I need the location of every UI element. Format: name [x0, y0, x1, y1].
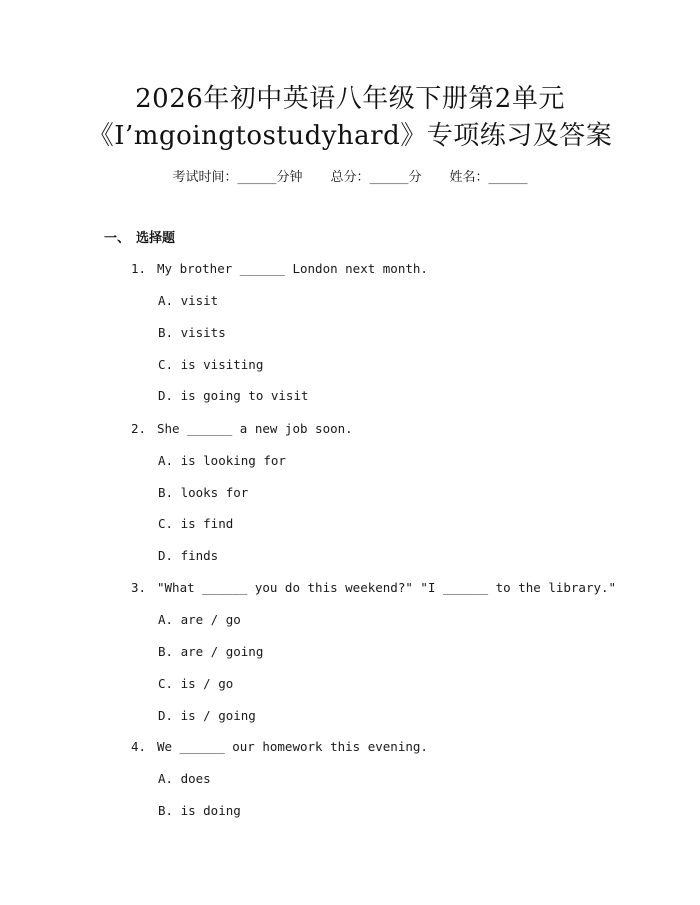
question-text: My brother ______ London next month.: [157, 261, 428, 276]
question-2: [131, 419, 353, 439]
student-name-field: 姓名：______: [449, 170, 528, 185]
option-3-d: D. is / going: [158, 708, 256, 723]
option-1-d: D. is going to visit: [158, 388, 309, 403]
question-text: She ______ a new job soon.: [157, 421, 353, 436]
option-4-a: A. does: [158, 771, 211, 786]
option-1-b: B. visits: [158, 325, 226, 340]
question-text: "What ______ you do this weekend?" "I ______ to the library.": [157, 580, 617, 595]
question-1: [131, 259, 428, 279]
total-score-field: 总分：______分: [330, 170, 422, 185]
exam-time-field: 考试时间：______分钟: [172, 170, 303, 185]
option-2-d: D. finds: [158, 548, 219, 563]
option-3-a: A. are / go: [158, 612, 241, 627]
section-heading: [104, 229, 175, 249]
option-1-c: C. is visiting: [158, 357, 264, 372]
section-title: 选择题: [136, 231, 176, 246]
document-title-line1: 2026年初中英语八年级下册第2单元: [135, 84, 565, 114]
question-3: [131, 578, 616, 598]
question-number: 1.: [131, 261, 147, 276]
question-number: 4.: [131, 739, 147, 754]
question-4: [131, 737, 428, 757]
option-2-c: C. is find: [158, 516, 234, 531]
document-title-line2: 《I’mgoingtostudyhard》专项练习及答案: [87, 121, 613, 151]
option-4-b: B. is doing: [158, 803, 241, 818]
question-number: 3.: [131, 580, 147, 595]
option-3-b: B. are / going: [158, 644, 264, 659]
option-2-a: A. is looking for: [158, 453, 286, 468]
question-text: We ______ our homework this evening.: [157, 739, 428, 754]
option-3-c: C. is / go: [158, 676, 234, 691]
option-2-b: B. looks for: [158, 485, 249, 500]
section-number: 一、: [104, 231, 131, 246]
exam-info: [0, 168, 700, 188]
option-1-a: A. visit: [158, 293, 219, 308]
question-number: 2.: [131, 421, 147, 436]
